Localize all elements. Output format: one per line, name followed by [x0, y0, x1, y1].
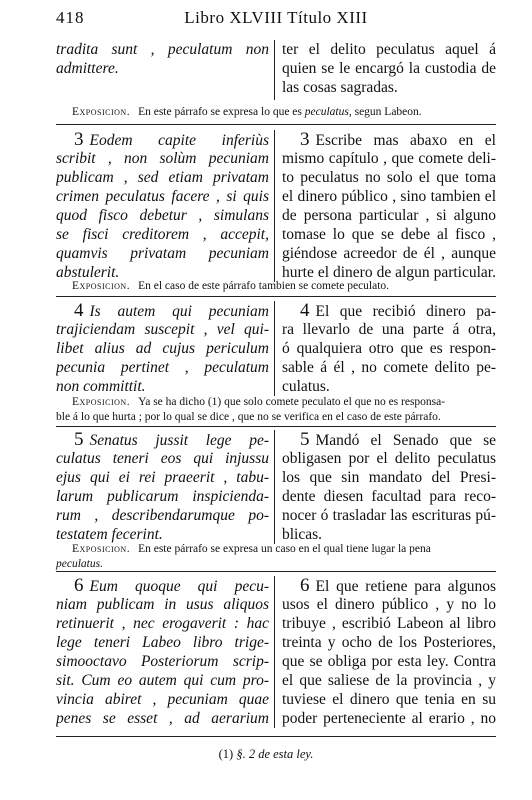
- section-5: [56, 430, 496, 544]
- spanish-line: obligasen por el delito peculatus: [282, 450, 496, 467]
- spanish-line: 6 El que retiene para algunos: [282, 576, 496, 595]
- spanish-line: de persona particular , si alguno: [282, 207, 496, 224]
- running-head: Libro XLVIII Título XIII: [184, 8, 368, 27]
- exposicion-note: [56, 395, 496, 425]
- spanish-line: treinta y ocho de los Posteriores,: [282, 634, 496, 651]
- latin-line: penes se esset , ad aerarium: [56, 710, 269, 727]
- spanish-line: hurte el dinero de algun particular.: [282, 264, 496, 281]
- spanish-column: [282, 130, 496, 282]
- latin-line: admittere.: [56, 60, 119, 77]
- column-divider: [274, 130, 275, 282]
- exposicion-text: En el caso de este párrafo tambien se comete peculato.: [138, 280, 390, 292]
- spanish-column: [282, 576, 496, 728]
- spanish-line: nocer ó trasladar las escrituras pú-: [282, 507, 496, 524]
- section-4: [56, 301, 496, 396]
- latin-column: [56, 430, 269, 544]
- exposicion-label: Exposicion.: [72, 543, 131, 555]
- latin-line: trajiciendam suscepit , vel qui-: [56, 321, 269, 338]
- latin-line: scribit , non solùm pecuniam: [56, 150, 269, 167]
- section-rule: [56, 124, 496, 125]
- latin-line: retinuerit , nec erogaverit : hac: [56, 615, 269, 632]
- spanish-line: el que saliese de la provincia , y: [282, 672, 496, 689]
- latin-line: tradita sunt , peculatum non: [56, 41, 269, 58]
- latin-line: larum publicarum inspicienda-: [56, 488, 269, 505]
- page-header: [56, 6, 496, 32]
- latin-line: abstulerit.: [56, 264, 120, 281]
- exposicion-note: [56, 105, 496, 120]
- spanish-line: dente diesen facultad para reco-: [282, 488, 496, 505]
- latin-line: quamvis privatam pecuniam: [56, 245, 269, 262]
- latin-line: sit. Cum eo autem qui cum pro-: [56, 672, 269, 689]
- column-divider: [274, 576, 275, 728]
- latin-line: culatus teneri eos qui injussu: [56, 450, 269, 467]
- spanish-line: quien se le encargó la custodia de: [282, 60, 496, 77]
- latin-column: [56, 40, 269, 78]
- spanish-line: tomase lo que se debe al fisco ,: [282, 226, 496, 243]
- latin-line: quod fisco debetur , simulans: [56, 207, 269, 224]
- footnote-marker: (1): [218, 747, 234, 761]
- spanish-line: ra llevarlo de una parte á otra,: [282, 321, 496, 338]
- latin-line: lege teneri Labeo libro trige-: [56, 634, 269, 651]
- spanish-line: tuviese el dinero que tenia en su: [282, 691, 496, 708]
- exposicion-label: Exposicion.: [72, 396, 131, 408]
- section-number: 3: [300, 130, 310, 149]
- spanish-line: los que sin mandato del Presi-: [282, 469, 496, 486]
- latin-column: [56, 301, 269, 396]
- spanish-line: blicas.: [282, 526, 323, 543]
- spanish-line: culatus.: [282, 378, 330, 395]
- spanish-line: las cosas sagradas.: [282, 79, 398, 96]
- latin-line: libet alius ad cujus periculum: [56, 340, 269, 357]
- column-divider: [274, 301, 275, 396]
- footnote: [0, 747, 532, 762]
- spanish-line: 3 Escribe mas abaxo en el: [282, 130, 496, 149]
- spanish-line: to peculatus no solo el que toma: [282, 169, 496, 186]
- page-number: 418: [56, 8, 85, 27]
- exposicion-text: En este párrafo se expresa lo que es: [138, 106, 305, 118]
- section-3: [56, 130, 496, 282]
- latin-line: 5 Senatus jussit lege pe-: [56, 430, 269, 449]
- latin-column: [56, 130, 269, 282]
- section-number: 6: [300, 576, 310, 595]
- exposicion-note: [56, 542, 496, 572]
- column-divider: [274, 40, 275, 100]
- spanish-line: que se obliga por esta ley. Contra: [282, 653, 496, 670]
- column-divider: [274, 430, 275, 544]
- exposicion-text: ble á lo que hurta ; por lo qual se dice , que no se verifica en el caso de este párrafo.: [56, 411, 441, 423]
- section-number: 5: [74, 430, 84, 449]
- latin-line: se fisci creditorem , accepit,: [56, 226, 269, 243]
- spanish-line: ter el delito peculatus aquel á: [282, 41, 496, 58]
- latin-line: non committit.: [56, 378, 146, 395]
- spanish-line: tribuye , escribió Labeon al libro: [282, 615, 496, 632]
- latin-line: 6 Eum quoque qui pecu-: [56, 576, 269, 595]
- exposicion-term: peculatus.: [56, 558, 103, 570]
- latin-line: simooctavo Posteriorum scrip-: [56, 653, 269, 670]
- spanish-line: 5 Mandó el Senado que se: [282, 430, 496, 449]
- section-number: 6: [74, 576, 84, 595]
- latin-column: [56, 576, 269, 728]
- spanish-column: [282, 40, 496, 97]
- spanish-line: usos el dinero público , y no lo: [282, 596, 496, 613]
- exposicion-text: , segun Labeon.: [348, 106, 422, 118]
- spanish-column: [282, 301, 496, 396]
- section-rule: [56, 296, 496, 297]
- spanish-column: [282, 430, 496, 544]
- spanish-line: el dinero público , sino tambien el: [282, 188, 496, 205]
- latin-line: 4 Is autem qui pecuniam: [56, 301, 269, 320]
- footnote-text: §. 2 de esta ley.: [236, 747, 314, 761]
- exposicion-text: Ya se ha dicho (1) que solo comete peculato el que no es responsa-: [138, 396, 446, 408]
- spanish-line: poder perteneciente al erario , no: [282, 710, 496, 727]
- latin-line: ejus qui ei rei praeerit , tabu-: [56, 469, 269, 486]
- latin-line: rum , describendarumque po-: [56, 507, 269, 524]
- latin-line: publicam , sed etiam privatam: [56, 169, 269, 186]
- exposicion-note: [56, 279, 496, 294]
- spanish-line: giéndose acreedor de él , aunque: [282, 245, 496, 262]
- section-number: 4: [74, 301, 84, 320]
- section-6: [56, 576, 496, 728]
- section-number: 3: [74, 130, 84, 149]
- exposicion-text: En este párrafo se expresa un caso en el qual tiene lugar la pena: [138, 543, 431, 555]
- latin-line: niam publicam in usus aliquos: [56, 596, 269, 613]
- exposicion-label: Exposicion.: [72, 106, 131, 118]
- exposicion-term: peculatus: [304, 106, 349, 118]
- spanish-line: 4 El que recibió dinero pa-: [282, 301, 496, 320]
- section-number: 4: [300, 301, 310, 320]
- section-continuation: [56, 40, 496, 100]
- spanish-line: ó qualquiera otro que es respon-: [282, 340, 496, 357]
- section-number: 5: [300, 430, 310, 449]
- exposicion-label: Exposicion.: [72, 280, 131, 292]
- footnote-rule: [56, 736, 496, 737]
- section-rule: [56, 571, 496, 572]
- latin-line: 3 Eodem capite inferiùs: [56, 130, 269, 149]
- section-rule: [56, 426, 496, 427]
- latin-line: testatem fecerint.: [56, 526, 163, 543]
- spanish-line: mismo capítulo , que comete deli-: [282, 150, 496, 167]
- latin-line: pecunia pertinet , peculatum: [56, 359, 269, 376]
- latin-line: crimen peculatus facere , si quis: [56, 188, 269, 205]
- latin-line: vincia abiret , pecuniam quae: [56, 691, 269, 708]
- spanish-line: sable á él , no comete delito pe-: [282, 359, 496, 376]
